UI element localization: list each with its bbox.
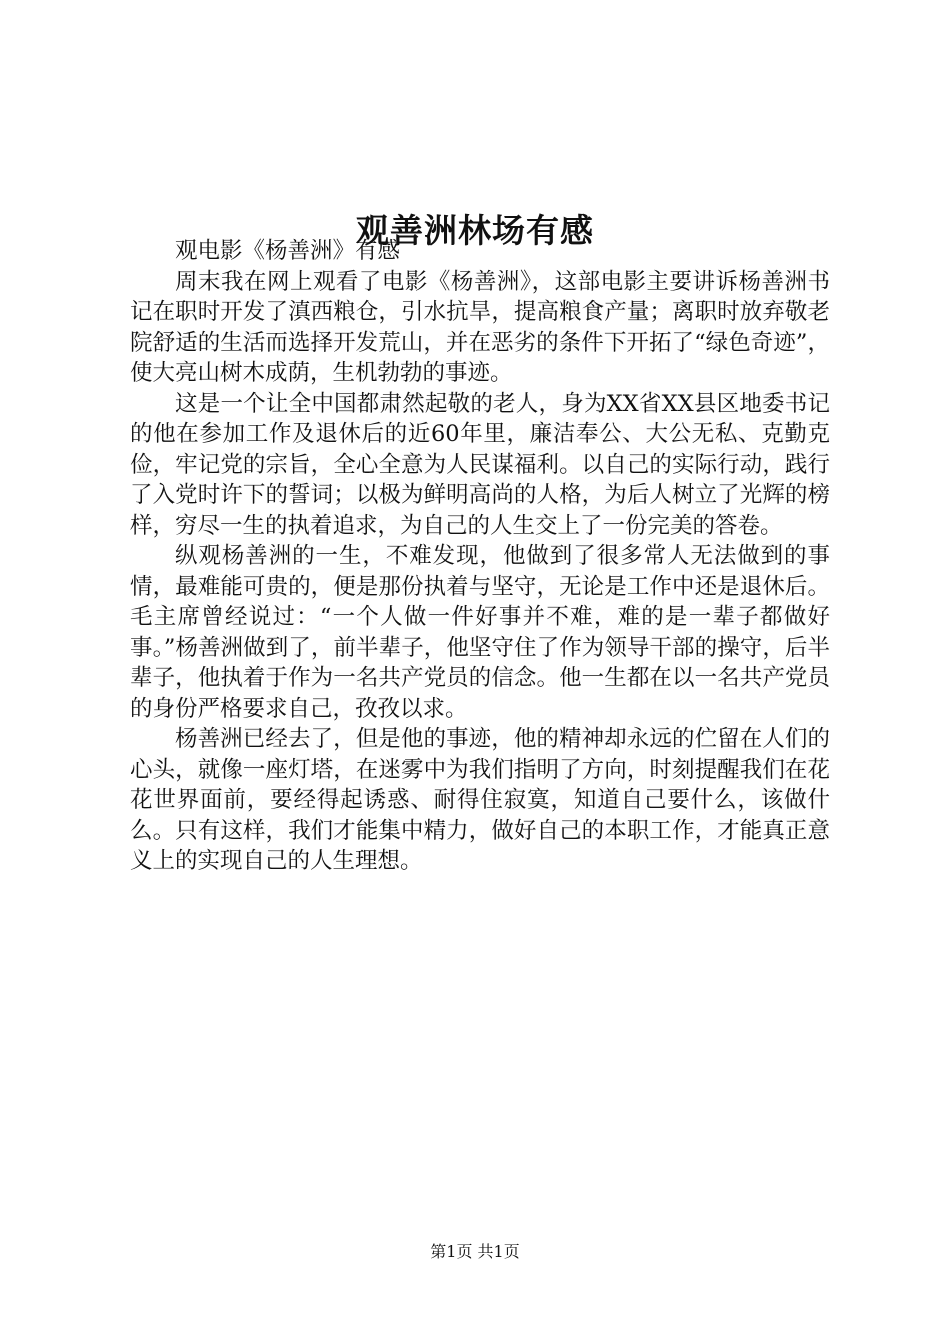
paragraph-2: 这是一个让全中国都肃然起敬的老人，身为XX省XX县区地委书记的他在参加工作及退休后的近60年里，廉洁奉公、大公无私、克勤克俭，牢记党的宗旨，全心全意为人民谋福利。以自己的实际行动，践行了入党时许下的誓词；以极为鲜明高尚的人格，为后人树立了光辉的榜样，穷尽一生的执着追求，为自己的人生交上了一份完美的答卷。 (130, 390, 830, 539)
document-body (130, 236, 830, 877)
document-title: 观善洲林场有感 (356, 211, 594, 251)
paragraph-subtitle: 观电影《杨善洲》有感 (175, 238, 401, 264)
paragraph-3: 纵观杨善洲的一生，不难发现，他做到了很多常人无法做到的事情，最难能可贵的，便是那份执着与坚守，无论是工作中还是退休后。毛主席曾经说过：“一个人做一件好事并不难，难的是一辈子都做好事。”杨善洲做到了，前半辈子，他坚守住了作为领导干部的操守，后半辈子，他执着于作为一名共产党员的信念。他一生都在以一名共产党员的身份严格要求自己，孜孜以求。 (130, 543, 830, 722)
paragraph-1: 周末我在网上观看了电影《杨善洲》，这部电影主要讲诉杨善洲书记在职时开发了滇西粮仓，引水抗旱，提高粮食产量；离职时放弃敬老院舒适的生活而选择开发荒山，并在恶劣的条件下开拓了“绿色奇迹”，使大亮山树木成荫，生机勃勃的事迹。 (130, 268, 830, 386)
page-footer: 第1页 共1页 (430, 1242, 520, 1261)
paragraph-4: 杨善洲已经去了，但是他的事迹，他的精神却永远的伫留在人们的心头，就像一座灯塔，在迷雾中为我们指明了方向，时刻提醒我们在花花世界面前，要经得起诱惑、耐得住寂寞，知道自己要什么，该做什么。只有这样，我们才能集中精力，做好自己的本职工作，才能真正意义上的实现自己的人生理想。 (130, 726, 830, 874)
